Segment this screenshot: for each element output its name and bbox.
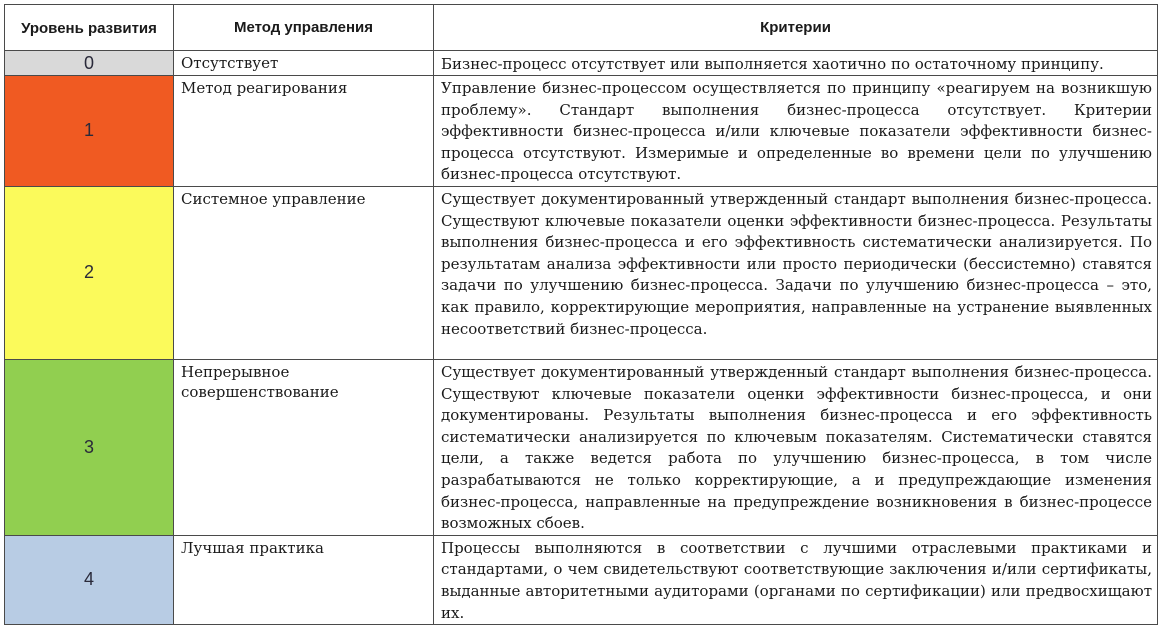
level-cell: 4 (5, 535, 174, 624)
level-cell: 2 (5, 186, 174, 359)
level-cell: 1 (5, 76, 174, 187)
table-row (5, 76, 1158, 187)
level-cell: 3 (5, 359, 174, 535)
header-row (5, 5, 1158, 51)
method-cell: Отсутствует (174, 51, 434, 76)
criteria-cell: Управление бизнес-процессом осуществляется по принципу «реагируем на возникшую проблему». Стандарт выполнения бизнес-процесса отсутствует. Критерии эффективности бизнес-процесса и/или ключевые показатели эффективности бизнес-процесса отсутствуют. Измеримые и определенные во времени цели по улучшению бизнес-процесса отсутствуют. (434, 76, 1158, 187)
header-level: Уровень развития (5, 5, 174, 51)
method-cell: Непрерывное совершенствование (174, 359, 434, 535)
method-cell: Метод реагирования (174, 76, 434, 187)
header-method: Метод управления (174, 5, 434, 51)
table-row (5, 51, 1158, 76)
level-cell: 0 (5, 51, 174, 76)
method-cell: Лучшая практика (174, 535, 434, 624)
criteria-cell: Существует документированный утвержденный стандарт выполнения бизнес-процесса. Существуют ключевые показатели оценки эффективности бизнес-процесса, и они документированы. Результаты выполнения бизнес-процесса и его эффективность систематически анализируется по ключевым показателям. Систематически ставятся цели, а также ведется работа по улучшению бизнес-процесса, в том числе разрабатываются не только корректирующие, а и предупреждающие изменения бизнес-процесса, направленные на предупреждение возникновения в бизнес-процессе возможных сбоев. (434, 359, 1158, 535)
criteria-cell: Бизнес-процесс отсутствует или выполняется хаотично по остаточному принципу. (434, 51, 1158, 76)
table-row (5, 359, 1158, 535)
criteria-cell: Существует документированный утвержденный стандарт выполнения бизнес-процесса. Существуют ключевые показатели оценки эффективности бизнес-процесса. Результаты выполнения бизнес-процесса и его эффективность систематически анализируется. По результатам анализа эффективности или просто периодически (бессистемно) ставятся задачи по улучшению бизнес-процесса. Задачи по улучшению бизнес-процесса – это, как правило, корректирующие мероприятия, направленные на устранение выявленных несоответствий бизнес-процесса. (434, 186, 1158, 359)
maturity-level-table (4, 4, 1158, 625)
table-row (5, 186, 1158, 359)
table-row (5, 535, 1158, 624)
method-cell: Системное управление (174, 186, 434, 359)
criteria-cell: Процессы выполняются в соответствии с лучшими отраслевыми практиками и стандартами, о чем свидетельствуют соответствующие заключения и/или сертификаты, выданные авторитетными аудиторами (органами по сертификации) или предвосхищают их. (434, 535, 1158, 624)
header-criteria: Критерии (434, 5, 1158, 51)
